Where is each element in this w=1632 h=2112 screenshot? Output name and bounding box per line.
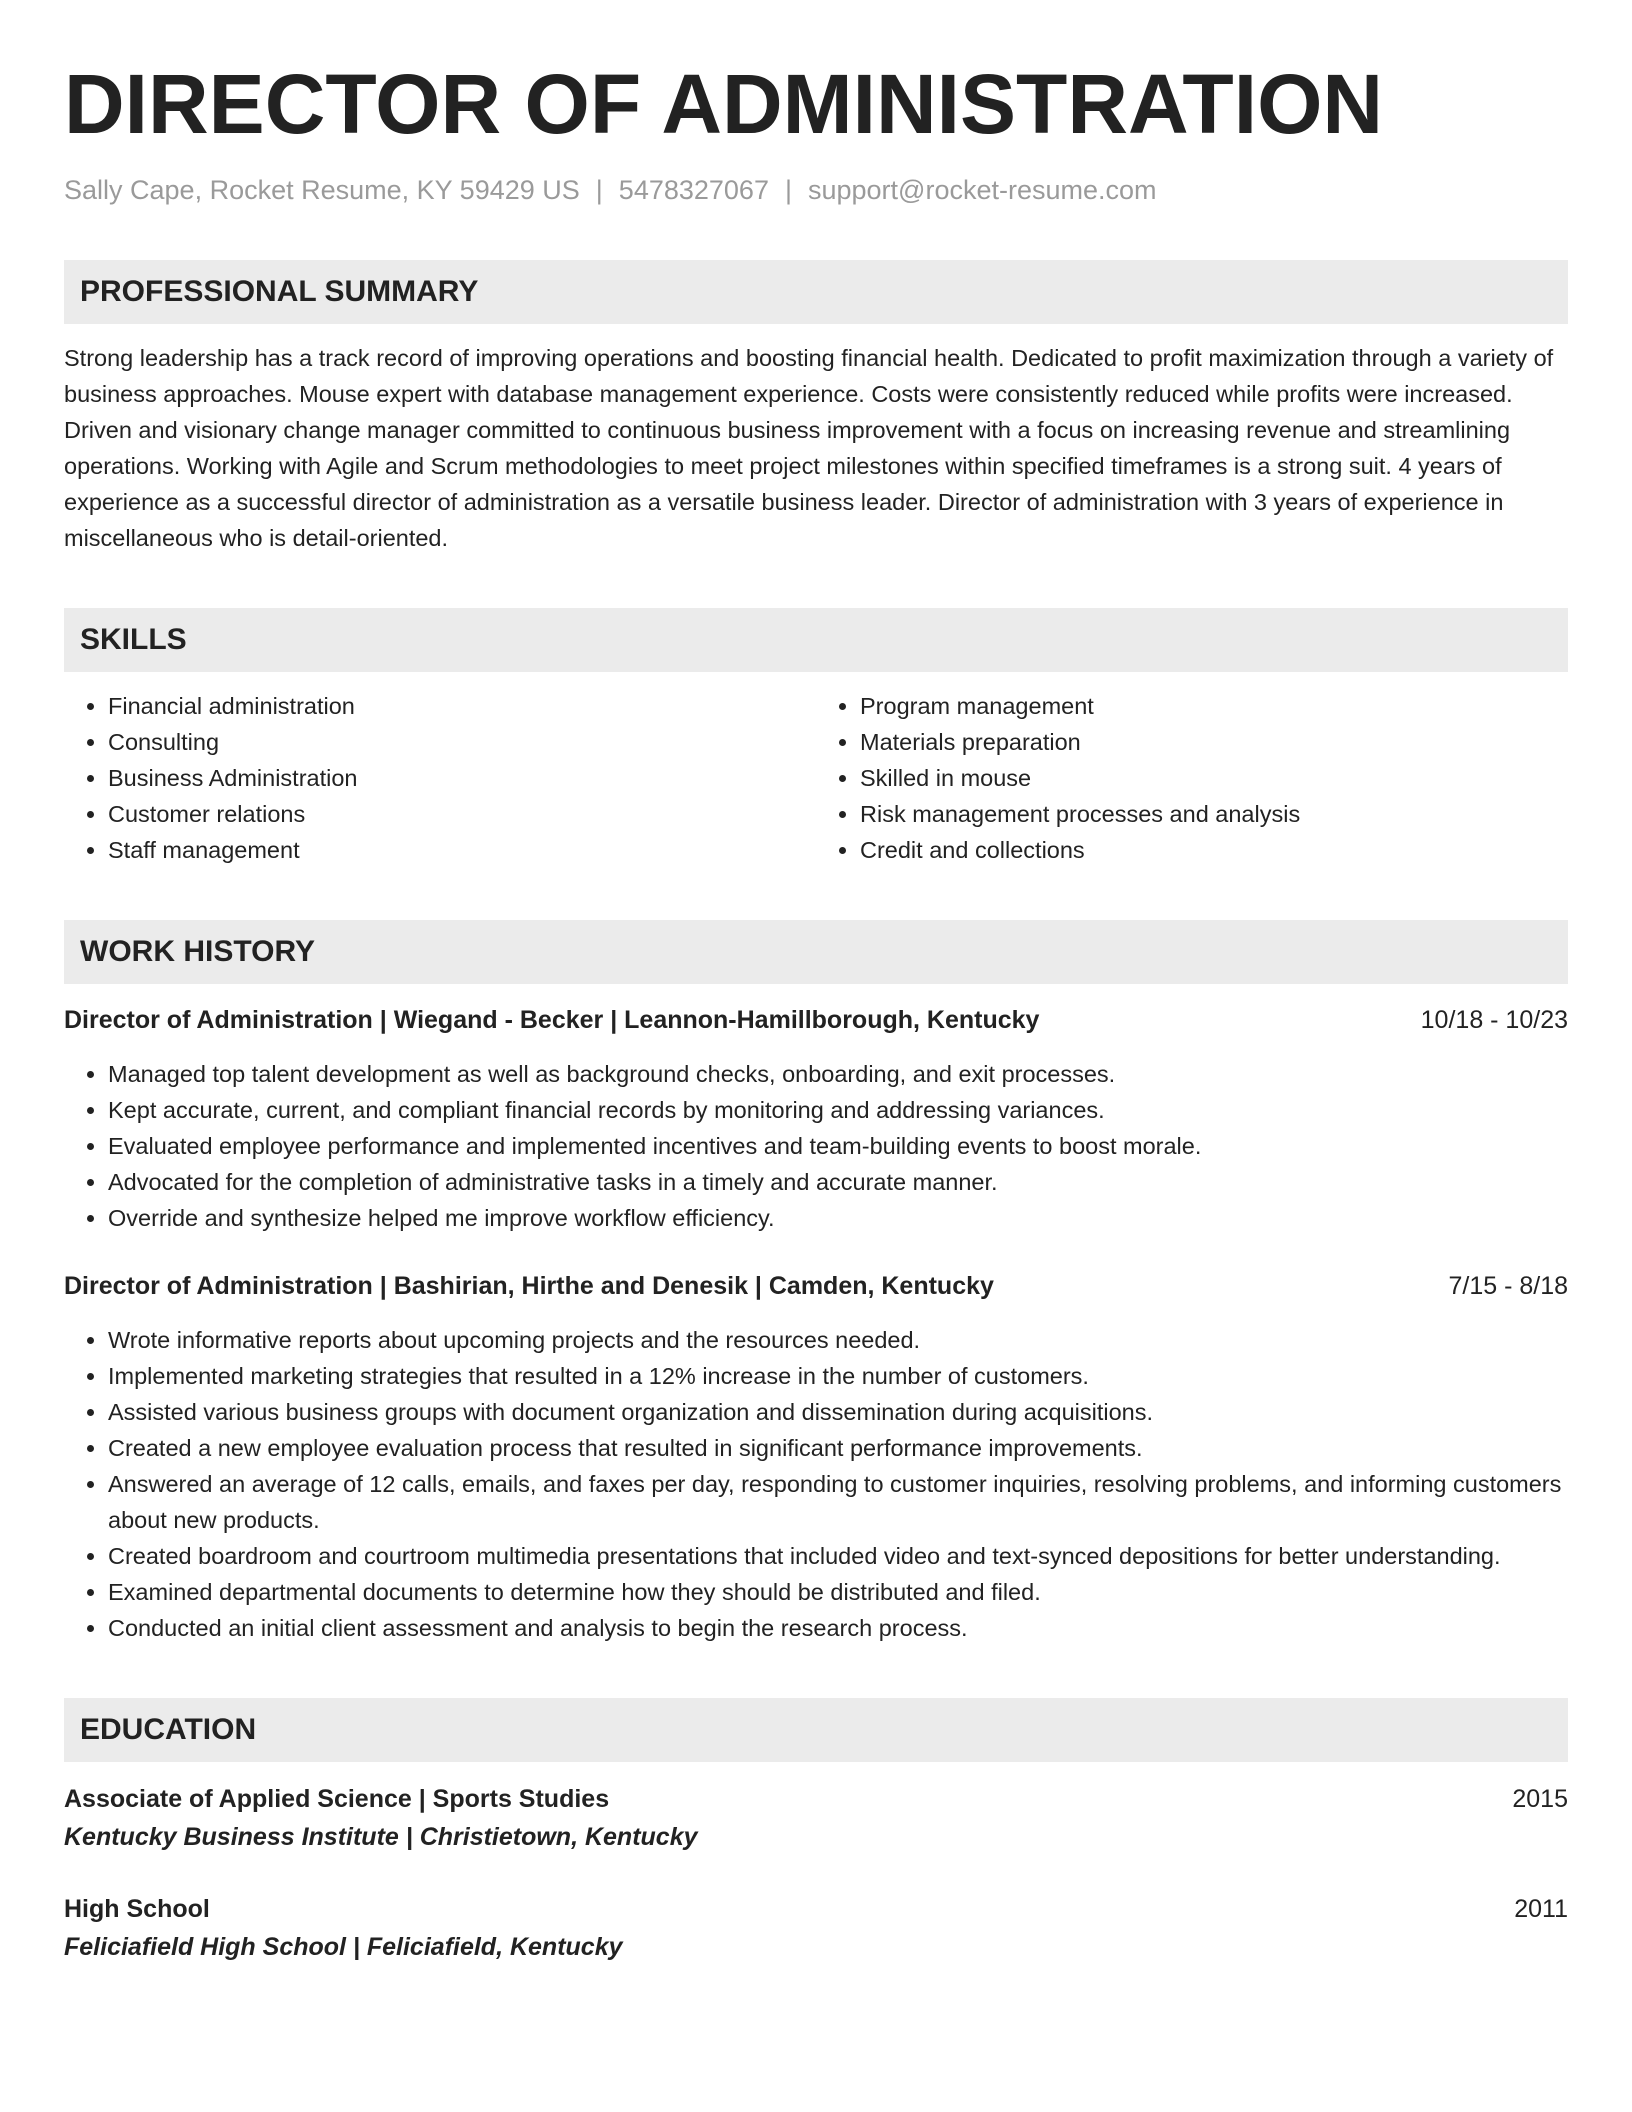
job-header <box>64 1268 1568 1304</box>
skills-list <box>64 688 1568 868</box>
job-bullet: • Implemented marketing strategies that resulted in a 12% increase in the number of customers. <box>108 1358 1568 1394</box>
job-bullet: • Override and synthesize helped me improve workflow efficiency. <box>108 1200 1568 1236</box>
job-bullets <box>64 1056 1568 1236</box>
job-title: Director of Administration | Wiegand - Becker | Leannon-Hamillborough, Kentucky <box>64 1006 1040 1034</box>
job-bullet: • Evaluated employee performance and implemented incentives and team-building events to boost morale. <box>108 1128 1568 1164</box>
job-bullet: • Conducted an initial client assessment and analysis to begin the research process. <box>108 1610 1568 1646</box>
skill-item: • Consulting <box>108 724 816 760</box>
job-bullet: • Examined departmental documents to determine how they should be distributed and filed. <box>108 1574 1568 1610</box>
contact-separator: | <box>784 175 792 205</box>
education-header <box>64 1890 1568 1928</box>
education-year: 2015 <box>1512 1785 1568 1813</box>
education-header <box>64 1780 1568 1818</box>
contact-line <box>64 172 1568 208</box>
skill-item: • Credit and collections <box>860 832 1568 868</box>
skills-column-right <box>816 688 1568 868</box>
skill-item: • Skilled in mouse <box>860 760 1568 796</box>
job-bullet: • Created boardroom and courtroom multimedia presentations that included video and text-synced depositions for better understanding. <box>108 1538 1568 1574</box>
summary-text: Strong leadership has a track record of improving operations and boosting financial health. Dedicated to profit maximization through a variety of business approaches. Mouse expert with database management experience. Costs were consistently reduced while profits were increased. Driven and visionary change manager committed to continuous business improvement with a focus on increasing revenue and streamlining operations. Working with Agile and Scrum methodologies to meet project milestones within specified timeframes is a strong suit. 4 years of experience as a successful director of administration as a versatile business leader. Director of administration with 3 years of experience in miscellaneous who is detail-oriented. <box>64 345 1554 551</box>
skill-item: • Staff management <box>108 832 816 868</box>
education-degree: High School <box>64 1895 210 1923</box>
resume-title: DIRECTOR OF ADMINISTRATION <box>64 57 1384 151</box>
skill-item: • Risk management processes and analysis <box>860 796 1568 832</box>
job-bullet: • Created a new employee evaluation process that resulted in significant performance improvements. <box>108 1430 1568 1466</box>
section-header-summary: PROFESSIONAL SUMMARY <box>64 260 1568 324</box>
job-title: Director of Administration | Bashirian, Hirthe and Denesik | Camden, Kentucky <box>64 1272 994 1300</box>
job-entry <box>64 1002 1568 1236</box>
job-bullet: • Assisted various business groups with document organization and dissemination during acquisitions. <box>108 1394 1568 1430</box>
skill-item: • Financial administration <box>108 688 816 724</box>
job-bullet: • Kept accurate, current, and compliant financial records by monitoring and addressing variances. <box>108 1092 1568 1128</box>
skill-item: • Program management <box>860 688 1568 724</box>
contact-address: Sally Cape, Rocket Resume, KY 59429 US <box>64 175 580 205</box>
job-dates: 10/18 - 10/23 <box>1420 1006 1568 1034</box>
job-bullet: • Advocated for the completion of administrative tasks in a timely and accurate manner. <box>108 1164 1568 1200</box>
education-entry <box>64 1890 1568 1966</box>
education-entry <box>64 1780 1568 1856</box>
job-bullet: • Wrote informative reports about upcoming projects and the resources needed. <box>108 1322 1568 1358</box>
contact-phone: 5478327067 <box>618 175 769 205</box>
skills-column-left <box>64 688 816 868</box>
education-degree: Associate of Applied Science | Sports Studies <box>64 1785 610 1813</box>
skill-item: • Business Administration <box>108 760 816 796</box>
education-school: Feliciafield High School | Feliciafield, Kentucky <box>64 1933 623 1961</box>
skill-item: • Customer relations <box>108 796 816 832</box>
education-school: Kentucky Business Institute | Christietown, Kentucky <box>64 1823 698 1851</box>
section-header-skills: SKILLS <box>64 608 1568 672</box>
job-bullets <box>64 1322 1568 1646</box>
section-header-education: EDUCATION <box>64 1698 1568 1762</box>
contact-separator: | <box>595 175 603 205</box>
job-bullet: • Managed top talent development as well as background checks, onboarding, and exit processes. <box>108 1056 1568 1092</box>
contact-email: support@rocket-resume.com <box>807 175 1157 205</box>
job-bullet: • Answered an average of 12 calls, emails, and faxes per day, responding to customer inquiries, resolving problems, and informing customers about new products. <box>108 1466 1568 1538</box>
skill-item: • Materials preparation <box>860 724 1568 760</box>
section-header-work: WORK HISTORY <box>64 920 1568 984</box>
education-year: 2011 <box>1514 1895 1568 1923</box>
job-dates: 7/15 - 8/18 <box>1448 1272 1568 1300</box>
job-header <box>64 1002 1568 1038</box>
job-entry <box>64 1268 1568 1646</box>
